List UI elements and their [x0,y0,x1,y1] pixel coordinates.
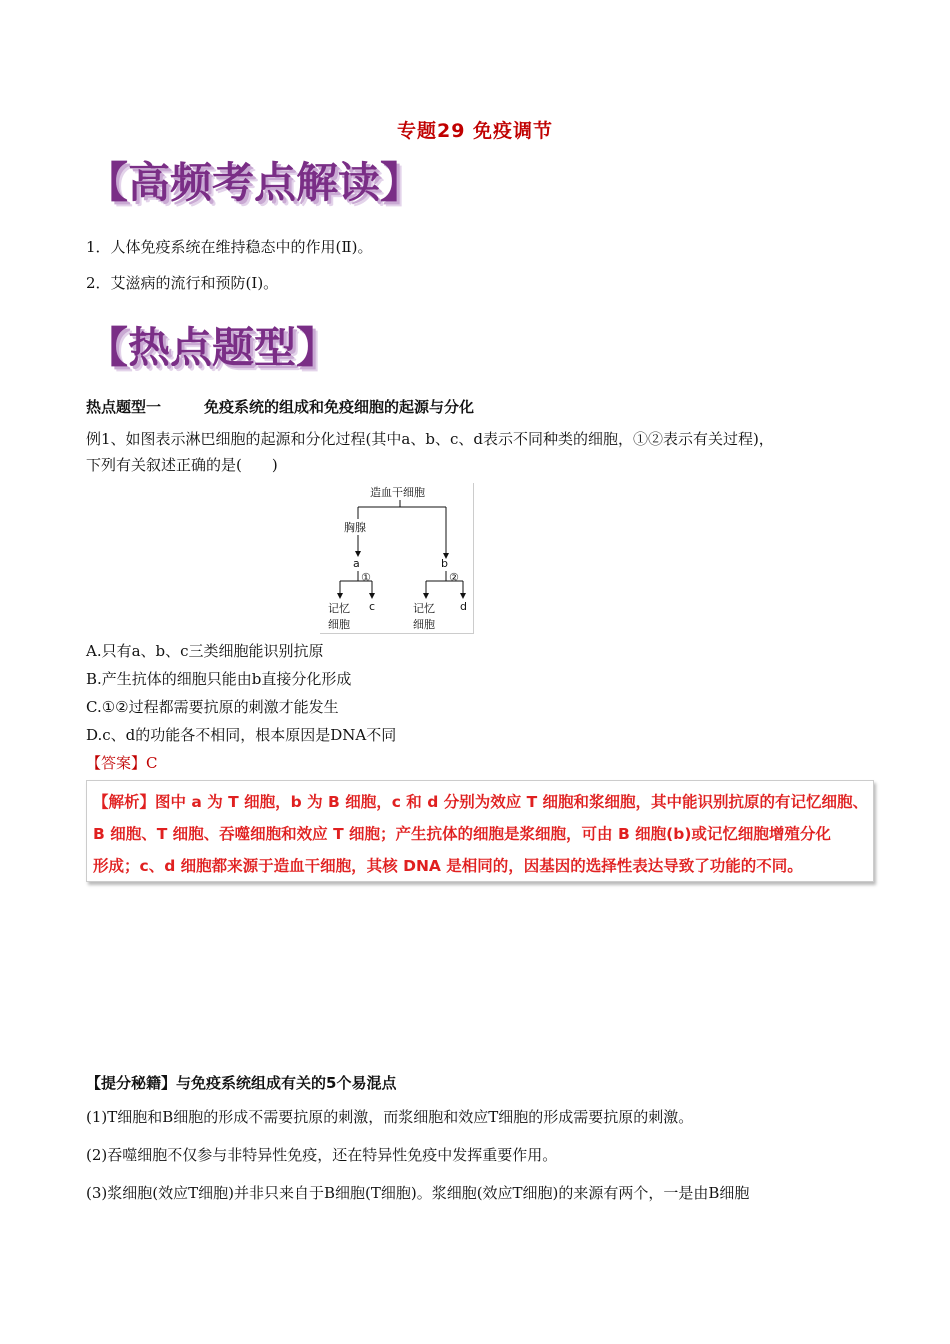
answer: 【答案】C [86,754,158,772]
option-a: A.只有a、b、c三类细胞能识别抗原 [86,642,324,660]
point-2: 2．艾滋病的流行和预防(Ⅰ)。 [86,274,279,292]
analysis-line-2: B 细胞、T 细胞、吞噬细胞和效应 T 细胞；产生抗体的细胞是浆细胞，可由 B 细胞(b)或记忆细胞增殖分化 [93,825,831,843]
diagram-step-1: ① [361,571,371,584]
question-line-2: 下列有关叙述正确的是( ) [86,456,278,474]
analysis-line-3: 形成；c、d 细胞都来源于造血干细胞，其核 DNA 是相同的，因基因的选择性表达导致了功能的不同。 [93,857,803,875]
diagram-memory-left-2: 细胞 [328,618,350,631]
diagram-step-2: ② [449,571,459,584]
tip-1: (1)T细胞和B细胞的形成不需要抗原的刺激，而浆细胞和效应T细胞的形成需要抗原的刺激。 [86,1108,694,1126]
lymphocyte-origin-diagram [320,483,474,634]
banner-frequent-topics: 【高频考点解读】 [86,158,423,207]
diagram-memory-right-1: 记忆 [413,602,435,615]
diagram-node-b: b [441,557,448,570]
option-b: B.产生抗体的细胞只能由b直接分化形成 [86,670,352,688]
diagram-node-stem-cell: 造血干细胞 [370,486,425,499]
diagram-node-d: d [460,600,467,613]
option-d: D.c、d的功能各不相同，根本原因是DNA不同 [86,726,397,744]
diagram-memory-right-2: 细胞 [413,618,435,631]
option-c: C.①②过程都需要抗原的刺激才能发生 [86,698,339,716]
tips-heading: 【提分秘籍】与免疫系统组成有关的5个易混点 [86,1074,397,1092]
diagram-node-thymus: 胸腺 [344,521,366,534]
analysis-box [86,780,874,882]
question-line-1: 例1、如图表示淋巴细胞的起源和分化过程(其中a、b、c、d表示不同种类的细胞，①②表示有关过程)， [86,430,774,448]
page-title: 专题29 免疫调节 [396,120,554,142]
tip-2: (2)吞噬细胞不仅参与非特异性免疫，还在特异性免疫中发挥重要作用。 [86,1146,558,1164]
tip-3: (3)浆细胞(效应T细胞)并非只来自于B细胞(T细胞)。浆细胞(效应T细胞)的来源有两个，一是由B细胞 [86,1184,750,1202]
banner-hot-question-types: 【热点题型】 [86,323,339,372]
point-1: 1．人体免疫系统在维持稳态中的作用(Ⅱ)。 [86,238,373,256]
section-heading-label: 热点题型一 [86,398,162,416]
analysis-line-1: 【解析】图中 a 为 T 细胞，b 为 B 细胞，c 和 d 分别为效应 T 细胞和浆细胞，其中能识别抗原的有记忆细胞、 [93,793,869,811]
diagram-memory-left-1: 记忆 [328,602,350,615]
diagram-node-a: a [353,557,360,570]
section-heading-text: 免疫系统的组成和免疫细胞的起源与分化 [204,398,475,416]
diagram-node-c: c [369,600,376,613]
